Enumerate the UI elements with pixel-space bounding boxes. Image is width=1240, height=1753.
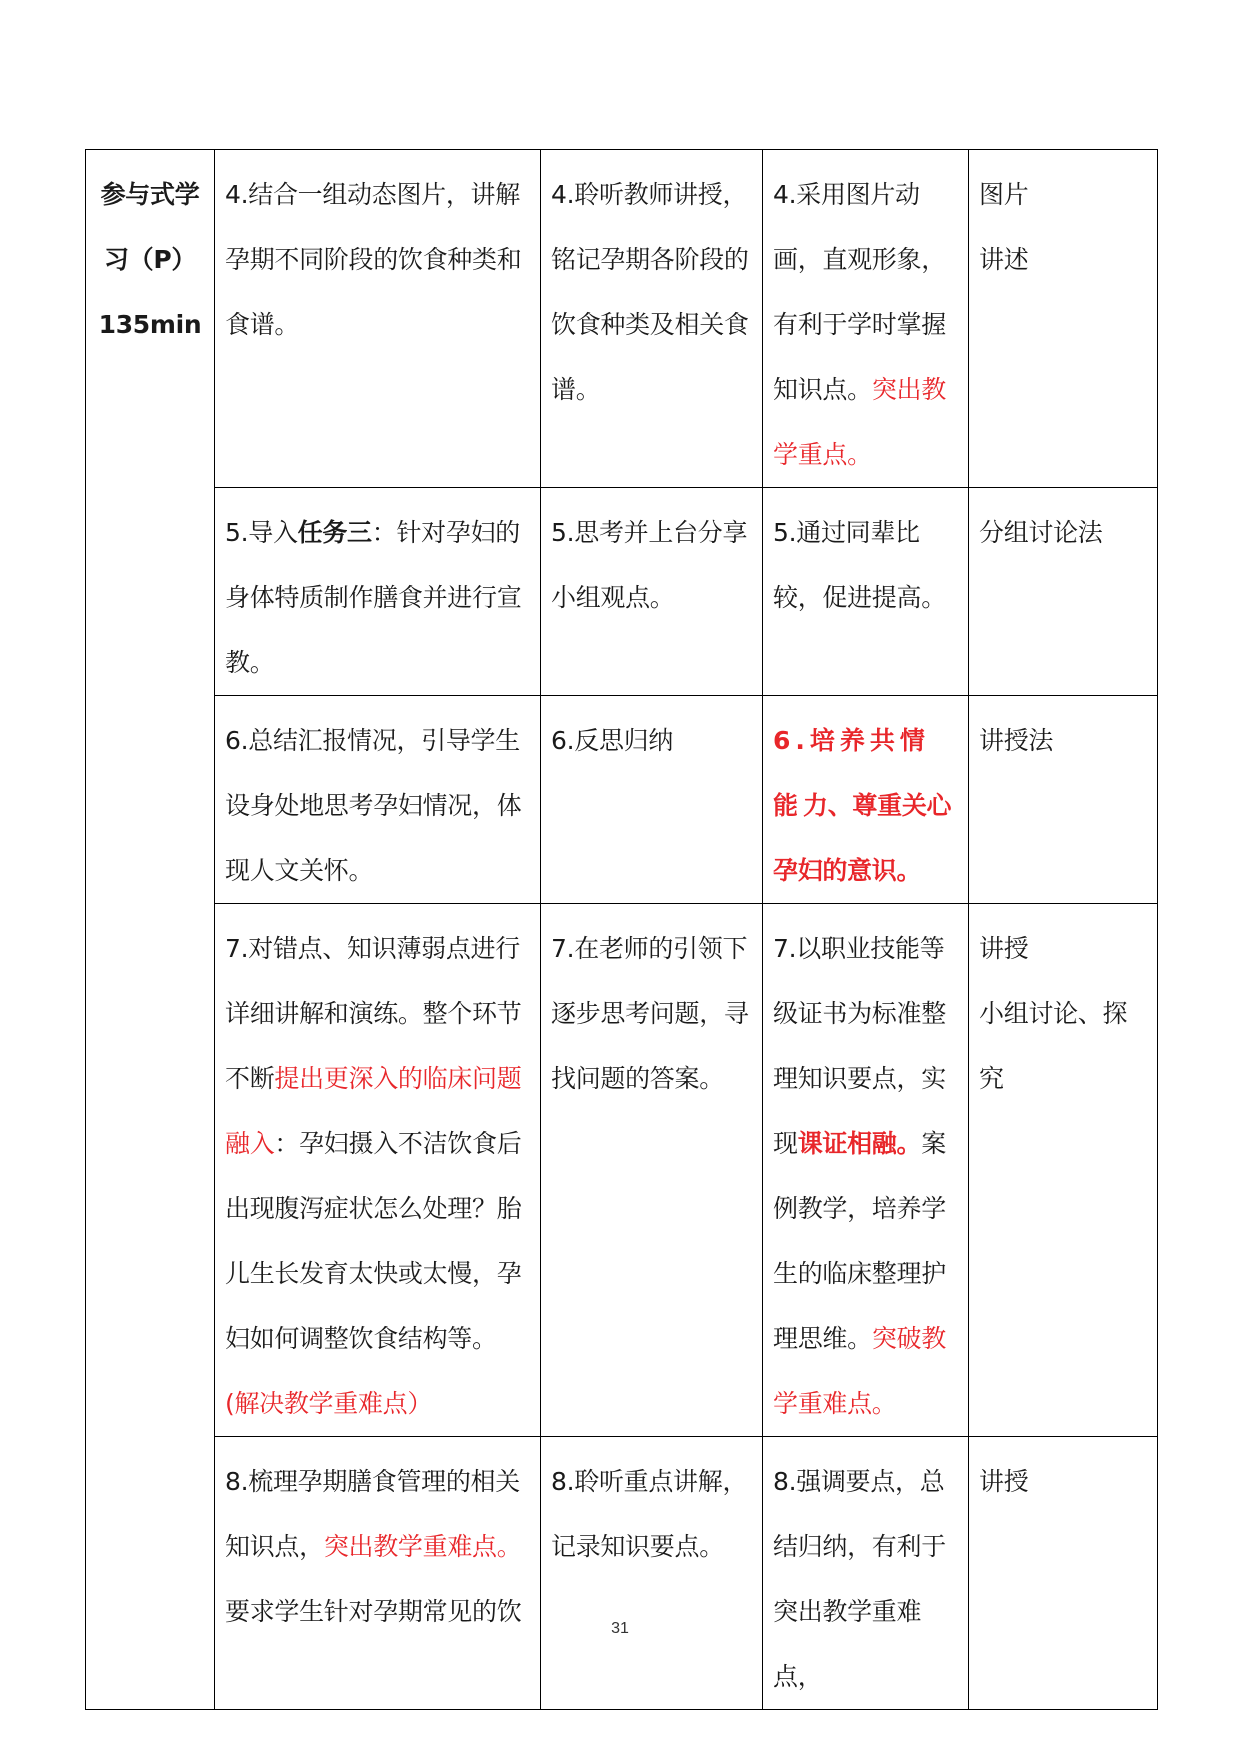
student-activity-text: 5.思考并上台分享小组观点。: [551, 518, 748, 612]
teacher-activity-text: 4.结合一组动态图片，讲解孕期不同阶段的饮食种类和食谱。: [225, 180, 522, 339]
design-intent-text: 7.以职业技能等级证书为标准整理知识要点，实现: [773, 934, 946, 1158]
teacher-activity-cell: [215, 488, 541, 696]
design-intent-text: 5.通过同辈比较，促进提高。: [773, 518, 946, 612]
design-intent-highlight: 力、尊重关心孕妇的意识。: [773, 791, 952, 885]
teacher-activity-text: 6.总结汇报情况，引导学生设身处地思考孕妇情况，体现人文关怀。: [225, 726, 522, 885]
method-text: 讲授: [979, 934, 1029, 963]
teacher-activity-cell: [215, 696, 541, 904]
design-intent-text: 案例教学，培养学生的临床整理护理思维。: [773, 1129, 946, 1353]
student-activity-text: 8.聆听重点讲解，记录知识要点。: [551, 1467, 748, 1561]
design-intent-text: 8.强调要点，总结归纳，有利于突出教学重难点，: [773, 1467, 946, 1691]
student-activity-text: 6.反思归纳: [551, 726, 674, 755]
design-intent-cell: [763, 150, 969, 488]
teacher-activity-text: 7.对错点、知识薄弱点进行详细讲解和演练。整个环节不断: [225, 934, 522, 1093]
lesson-plan-table: [85, 149, 1158, 1710]
method-text: 分组讨论法: [979, 518, 1103, 547]
student-activity-text: 4.聆听教师讲授，铭记孕期各阶段的饮食种类及相关食谱。: [551, 180, 749, 404]
design-intent-highlight: 6.培养共情能: [773, 726, 930, 820]
student-activity-cell: [541, 1437, 763, 1710]
table-row: [86, 696, 1158, 904]
student-activity-cell: [541, 696, 763, 904]
student-activity-cell: [541, 488, 763, 696]
teacher-activity-text: ：针对孕妇的身体特质制作膳食并进行宣教。: [225, 518, 522, 677]
stage-line: 参与式学: [100, 180, 200, 209]
method-text: 小组讨论、探究: [979, 999, 1128, 1093]
teacher-activity-highlight: 提出更深入的临床问题融入: [225, 1064, 522, 1158]
method-cell: [969, 696, 1158, 904]
page-number: 31: [611, 1620, 629, 1637]
design-intent-cell: [763, 904, 969, 1437]
stage-line: 习（P）: [103, 245, 197, 274]
method-cell: [969, 488, 1158, 696]
stage-cell: [86, 150, 215, 1710]
teacher-activity-cell: [215, 150, 541, 488]
method-text: 讲授: [979, 1467, 1029, 1496]
table-row: [86, 904, 1158, 1437]
teacher-activity-text: 5.导入: [225, 518, 298, 547]
method-cell: [969, 904, 1158, 1437]
teacher-activity-text: ：孕妇摄入不洁饮食后出现腹泻症状怎么处理？胎儿生长发育太快或太慢，孕妇如何调整饮食结构等。: [225, 1129, 522, 1353]
method-text: 讲述: [979, 245, 1029, 274]
method-text: 讲授法: [979, 726, 1054, 755]
stage-duration: 135min: [98, 310, 202, 339]
design-intent-cell: [763, 1437, 969, 1710]
table-row: [86, 1437, 1158, 1710]
method-text: 图片: [979, 180, 1029, 209]
teacher-activity-highlight: 突出教学重难点。: [323, 1532, 522, 1561]
design-intent-cell: [763, 488, 969, 696]
method-cell: [969, 1437, 1158, 1710]
teacher-activity-text: 8.梳理孕期膳食管理的相关知识点，: [225, 1467, 520, 1561]
design-intent-highlight: 课证相融。: [797, 1129, 922, 1158]
teacher-activity-cell: [215, 904, 541, 1437]
design-intent-highlight: 突破教学重难点。: [773, 1324, 946, 1418]
method-cell: [969, 150, 1158, 488]
teacher-activity-text: 要求学生针对孕期常见的饮: [225, 1597, 522, 1626]
table-row: [86, 488, 1158, 696]
design-intent-highlight: 突出教学重点。: [773, 375, 946, 469]
student-activity-text: 7.在老师的引领下逐步思考问题，寻找问题的答案。: [551, 934, 749, 1093]
teacher-activity-highlight: (解决教学重难点）: [225, 1389, 433, 1418]
teacher-activity-cell: [215, 1437, 541, 1710]
design-intent-text: 4.采用图片动画，直观形象，有利于学时掌握知识点。: [773, 180, 946, 404]
design-intent-cell: [763, 696, 969, 904]
student-activity-cell: [541, 904, 763, 1437]
task-label: 任务三: [297, 518, 372, 547]
table-row: [86, 150, 1158, 488]
student-activity-cell: [541, 150, 763, 488]
